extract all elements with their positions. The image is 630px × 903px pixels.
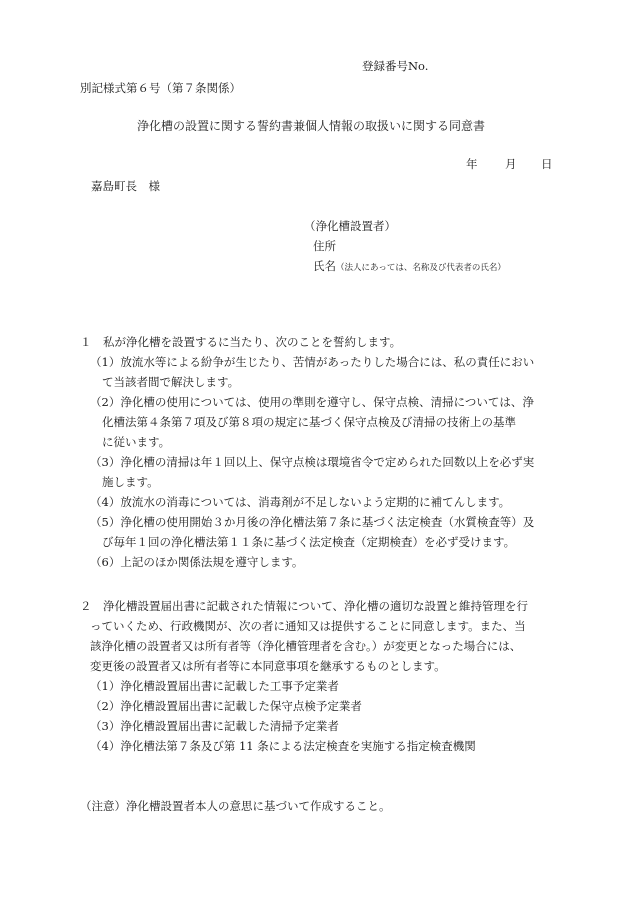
list-item <box>0 354 630 394</box>
section-1-items <box>0 354 630 574</box>
list-item: （2）浄化槽設置届出書に記載した保守点検予定業者 <box>90 699 362 713</box>
section-2-items <box>0 678 630 758</box>
section-2 <box>0 598 630 758</box>
name-label-row <box>313 258 506 276</box>
list-item-continuation: び毎年１回の浄化槽法第１１条に基づく法定検査（定期検査）を必ず受けます。 <box>102 535 516 549</box>
list-item-first-line: （5）浄化槽の使用開始３か月後の浄化槽法第７条に基づく法定検査（水質検査等）及 <box>90 515 535 529</box>
list-item-continuation: て当該者間で解決します。 <box>102 375 240 389</box>
list-item-first-line: （2）浄化槽の使用については、使用の準則を遵守し、保守点検、清掃については、浄 <box>90 395 534 409</box>
list-item <box>0 514 630 554</box>
paragraph-line: ２ 浄化槽設置届出書に記載された情報について、浄化槽の適切な設置と維持管理を行 <box>80 599 529 613</box>
list-item-continuation: 施します。 <box>102 475 159 489</box>
list-item: （4）浄化槽法第７条及び第 11 条による法定検査を実施する指定検査機関 <box>90 739 476 753</box>
list-item <box>0 394 630 454</box>
list-item-first-line: （4）放流水の消毒については、消毒剤が不足しないよう定期的に補てんします。 <box>90 495 511 509</box>
address-label: 住所 <box>313 239 336 253</box>
date-day-label: 日 <box>541 157 553 171</box>
list-item-continuation: 化槽法第４条第７項及び第８項の規定に基づく保守点検及び清掃の技術上の基準 <box>102 415 516 429</box>
note: （注意）浄化槽設置者本人の意思に基づいて作成すること。 <box>80 799 391 813</box>
registration-number-label: 登録番号No. <box>362 59 429 73</box>
date-month-label: 月 <box>505 157 517 171</box>
list-item-first-line: （3）浄化槽の清掃は年１回以上、保守点検は環境省令で定められた回数以上を必ず実 <box>90 455 535 469</box>
paragraph-line: っていくため、行政機関が、次の者に通知又は提供することに同意します。また、当 <box>90 619 526 633</box>
section-2-paragraph <box>0 598 630 678</box>
paragraph-line: 変更後の設置者又は所有者等に本同意事項を継承するものとします。 <box>90 659 446 673</box>
list-item-first-line: （6）上記のほか関係法規を遵守します。 <box>90 555 304 569</box>
document-title: 浄化槽の設置に関する誓約書兼個人情報の取扱いに関する同意書 <box>137 119 486 133</box>
addressee: 嘉島町長 様 <box>91 179 160 193</box>
date-year-label: 年 <box>466 157 478 171</box>
list-item <box>0 454 630 494</box>
list-item <box>0 494 630 514</box>
list-item-first-line: （1）放流水等による紛争が生じたり、苦情があったりした場合には、私の責任におい <box>90 355 535 369</box>
form-reference: 別記様式第６号（第７条関係） <box>80 81 241 95</box>
list-item-continuation: に従います。 <box>102 435 171 449</box>
section-1-heading: １ 私が浄化槽を設置するに当たり、次のことを誓約します。 <box>80 335 402 349</box>
section-1 <box>0 334 630 574</box>
name-note: （法人にあっては、名称及び代表者の氏名） <box>336 263 506 273</box>
applicant-heading: （浄化槽設置者） <box>304 219 396 233</box>
paragraph-line: 該浄化槽の設置者又は所有者等（浄化槽管理者を含む。）が変更となった場合には、 <box>90 639 522 653</box>
list-item <box>0 554 630 574</box>
name-label: 氏名 <box>313 259 336 273</box>
list-item: （3）浄化槽設置届出書に記載した清掃予定業者 <box>90 719 339 733</box>
list-item: （1）浄化槽設置届出書に記載した工事予定業者 <box>90 679 339 693</box>
